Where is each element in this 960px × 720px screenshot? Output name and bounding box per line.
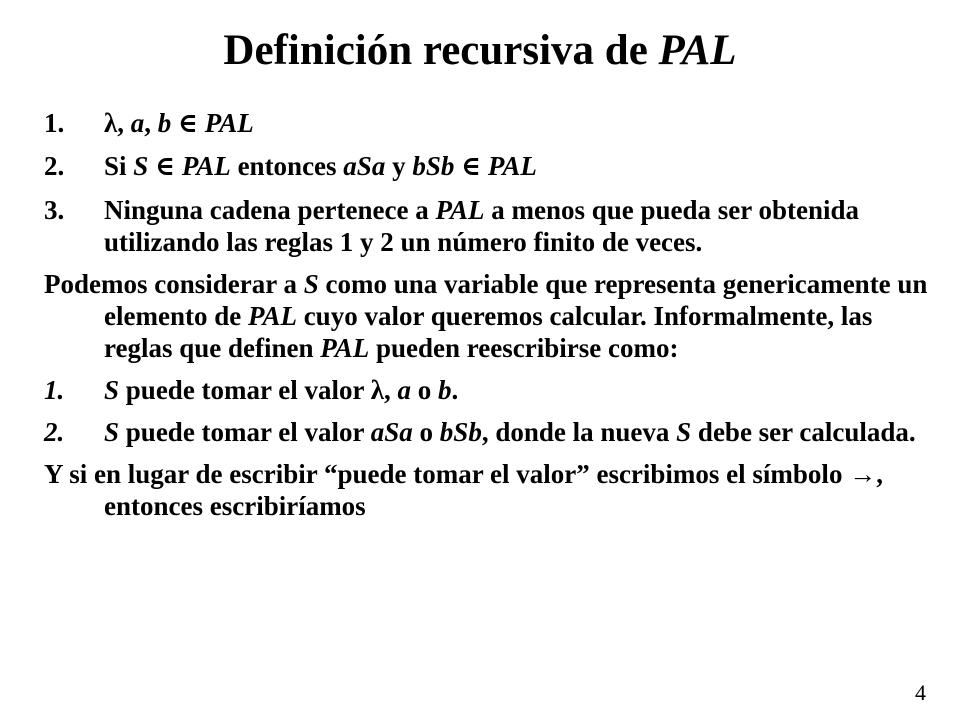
italic-segment: S <box>104 417 120 447</box>
text-segment: λ <box>370 375 385 405</box>
text-segment: , entonces escribiríamos <box>104 459 883 521</box>
rule-number: 1. <box>44 108 65 138</box>
text-segment: y <box>385 151 413 181</box>
italic-segment: a <box>397 375 412 405</box>
text-segment: ∈ <box>171 108 205 138</box>
text-segment: , donde la nueva <box>481 417 677 447</box>
informal-rule-text <box>104 375 458 405</box>
slide-title <box>0 26 960 76</box>
italic-segment: S <box>133 151 149 181</box>
italic-segment: bSb <box>439 417 482 447</box>
italic-segment: PAL <box>204 108 254 138</box>
text-segment: a menos que pueda ser obtenida utilizando las reglas 1 y 2 un número finito de veces. <box>104 195 860 257</box>
italic-segment: b <box>438 375 452 405</box>
rule-number: 3. <box>44 195 65 225</box>
text-segment: Y si en lugar de escribir “puede tomar el valor” escribimos el símbolo <box>44 459 850 489</box>
informal-rule-1 <box>44 374 944 406</box>
italic-segment: aSa <box>343 151 386 181</box>
text-segment: debe ser calculada. <box>691 417 916 447</box>
text-segment: , <box>117 108 131 138</box>
italic-segment: PAL <box>247 301 297 331</box>
italic-segment: S <box>104 375 120 405</box>
text-segment: Podemos considerar a <box>44 269 304 299</box>
explanation-text <box>44 269 927 363</box>
italic-segment: bSb <box>412 151 455 181</box>
text-segment: ∈ <box>148 151 182 181</box>
text-segment: . <box>451 375 459 405</box>
informal-rule-2 <box>44 416 944 448</box>
italic-segment: PAL <box>435 195 485 225</box>
rule-3 <box>44 194 944 258</box>
text-segment: → <box>849 459 877 489</box>
title-emphasis: PAL <box>658 27 737 74</box>
text-segment: puede tomar el valor <box>119 417 371 447</box>
title-text: Definición recursiva de <box>223 27 659 74</box>
text-segment: pueden reescribirse como: <box>369 333 679 363</box>
text-segment: como una variable que representa genericamente un elemento de <box>104 269 928 331</box>
text-segment: Ninguna cadena pertenece a <box>104 195 436 225</box>
text-segment: ∈ <box>454 151 488 181</box>
text-segment: cuyo valor queremos calcular. Informalmente, las reglas que definen <box>104 301 873 363</box>
explanation-paragraph <box>44 268 944 364</box>
italic-segment: PAL <box>487 151 537 181</box>
italic-segment: a <box>130 108 145 138</box>
rule-text <box>104 108 254 138</box>
informal-rule-number: 2. <box>44 417 65 447</box>
text-segment: λ <box>104 108 118 138</box>
rule-text <box>104 151 537 181</box>
conclusion-text <box>44 459 883 521</box>
italic-segment: b <box>157 108 172 138</box>
text-segment: Si <box>104 151 134 181</box>
rule-1 <box>44 107 944 139</box>
italic-segment: PAL <box>320 333 370 363</box>
conclusion-paragraph <box>44 458 944 522</box>
italic-segment: aSa <box>370 417 413 447</box>
slide-content <box>44 107 944 522</box>
italic-segment: PAL <box>181 151 231 181</box>
italic-segment: S <box>303 269 319 299</box>
text-segment: o <box>412 417 440 447</box>
rule-text <box>104 195 859 257</box>
italic-segment: S <box>676 417 692 447</box>
informal-rule-number: 1. <box>44 375 65 405</box>
text-segment: , <box>144 108 158 138</box>
informal-rule-text <box>104 417 916 447</box>
text-segment: , <box>384 375 398 405</box>
text-segment: entonces <box>230 151 344 181</box>
text-segment: puede tomar el valor <box>119 375 371 405</box>
text-segment: o <box>411 375 439 405</box>
page-number: 4 <box>915 680 926 705</box>
rule-2 <box>44 150 944 182</box>
rule-number: 2. <box>44 151 65 181</box>
